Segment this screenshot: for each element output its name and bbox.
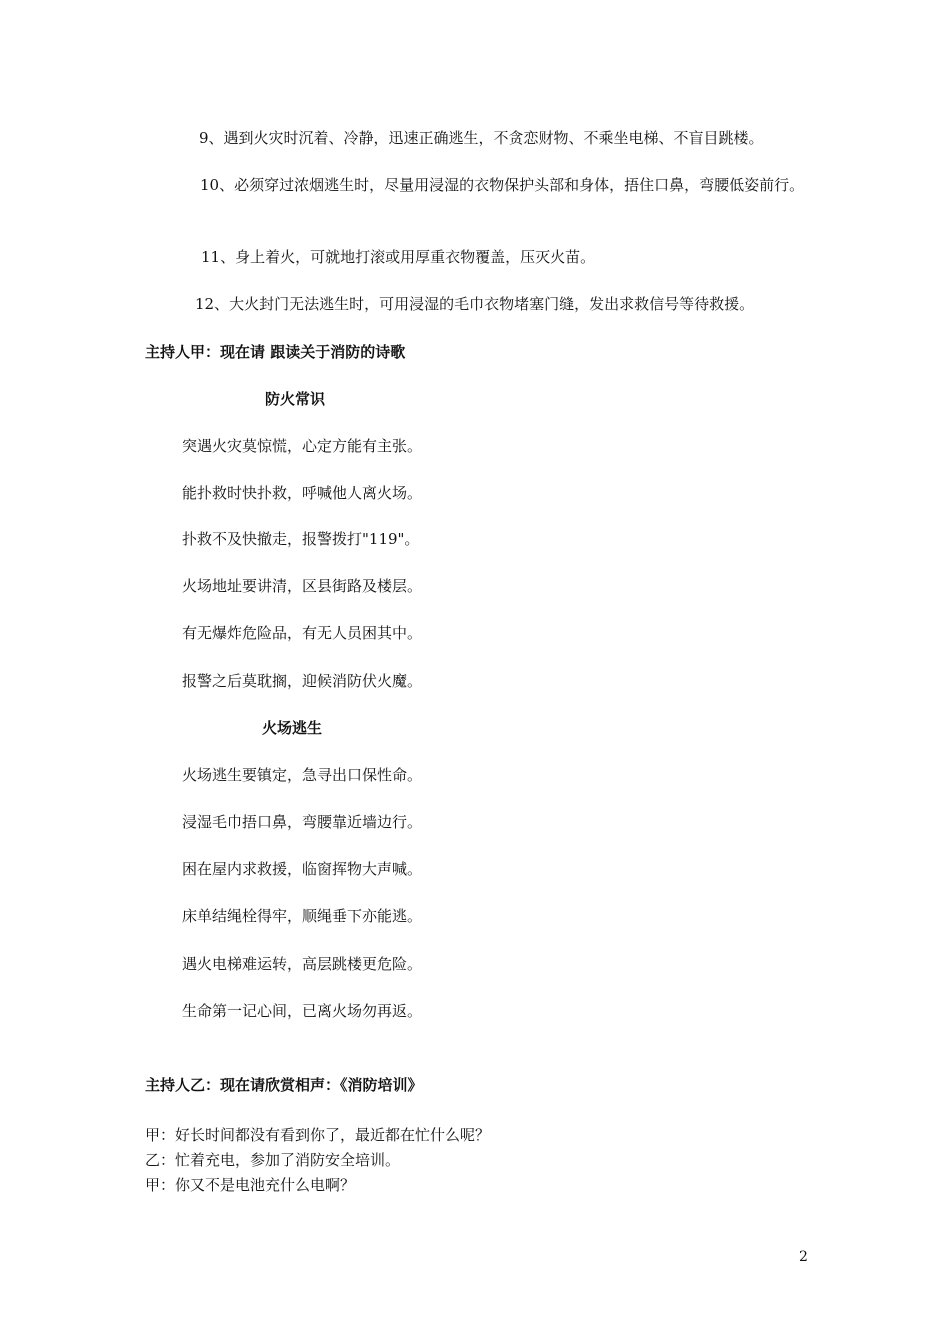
page-number: 2 — [799, 1249, 808, 1265]
rule-11: 11、身上着火，可就地打滚或用厚重衣物覆盖，压灭火苗。 — [201, 248, 596, 266]
dialogue-line: 甲：你又不是电池充什么电啊？ — [145, 1176, 356, 1194]
poem2-line: 困在屋内求救援，临窗挥物大声喊。 — [182, 860, 423, 878]
rule-9: 9、遇到火灾时沉着、冷静，迅速正确逃生，不贪恋财物、不乘坐电梯、不盲目跳楼。 — [199, 129, 764, 147]
poem2-line: 生命第一记心间，已离火场勿再返。 — [182, 1002, 423, 1020]
dialogue-line: 甲：好长时间都没有看到你了，最近都在忙什么呢？ — [145, 1126, 491, 1144]
poem-title-fire-prevention: 防火常识 — [265, 390, 326, 408]
poem2-line: 床单结绳栓得牢，顺绳垂下亦能逃。 — [182, 907, 423, 925]
rule-10: 10、必须穿过浓烟逃生时，尽量用浸湿的衣物保护头部和身体，捂住口鼻，弯腰低姿前行。 — [200, 176, 805, 194]
host-b-intro: 主持人乙：现在请欣赏相声：《消防培训》 — [145, 1076, 423, 1094]
poem2-line: 浸湿毛巾捂口鼻，弯腰靠近墙边行。 — [182, 813, 423, 831]
poem1-line: 能扑救时快扑救，呼喊他人离火场。 — [182, 484, 423, 502]
poem1-line: 扑救不及快撤走，报警拨打"119"。 — [182, 530, 420, 548]
poem2-line: 遇火电梯难运转，高层跳楼更危险。 — [182, 955, 423, 973]
dialogue-line: 乙：忙着充电，参加了消防安全培训。 — [145, 1151, 401, 1169]
rule-12: 12、大火封门无法逃生时，可用浸湿的毛巾衣物堵塞门缝，发出求救信号等待救援。 — [195, 295, 755, 313]
poem1-line: 突遇火灾莫惊慌，心定方能有主张。 — [182, 437, 423, 455]
poem1-line: 报警之后莫耽搁，迎候消防伏火魔。 — [182, 672, 423, 690]
host-a-intro: 主持人甲：现在请 跟读关于消防的诗歌 — [145, 343, 406, 361]
poem2-line: 火场逃生要镇定，急寻出口保性命。 — [182, 766, 423, 784]
poem1-line: 火场地址要讲清，区县街路及楼层。 — [182, 577, 423, 595]
poem-title-fire-escape: 火场逃生 — [262, 719, 323, 737]
poem1-line: 有无爆炸危险品，有无人员困其中。 — [182, 624, 423, 642]
